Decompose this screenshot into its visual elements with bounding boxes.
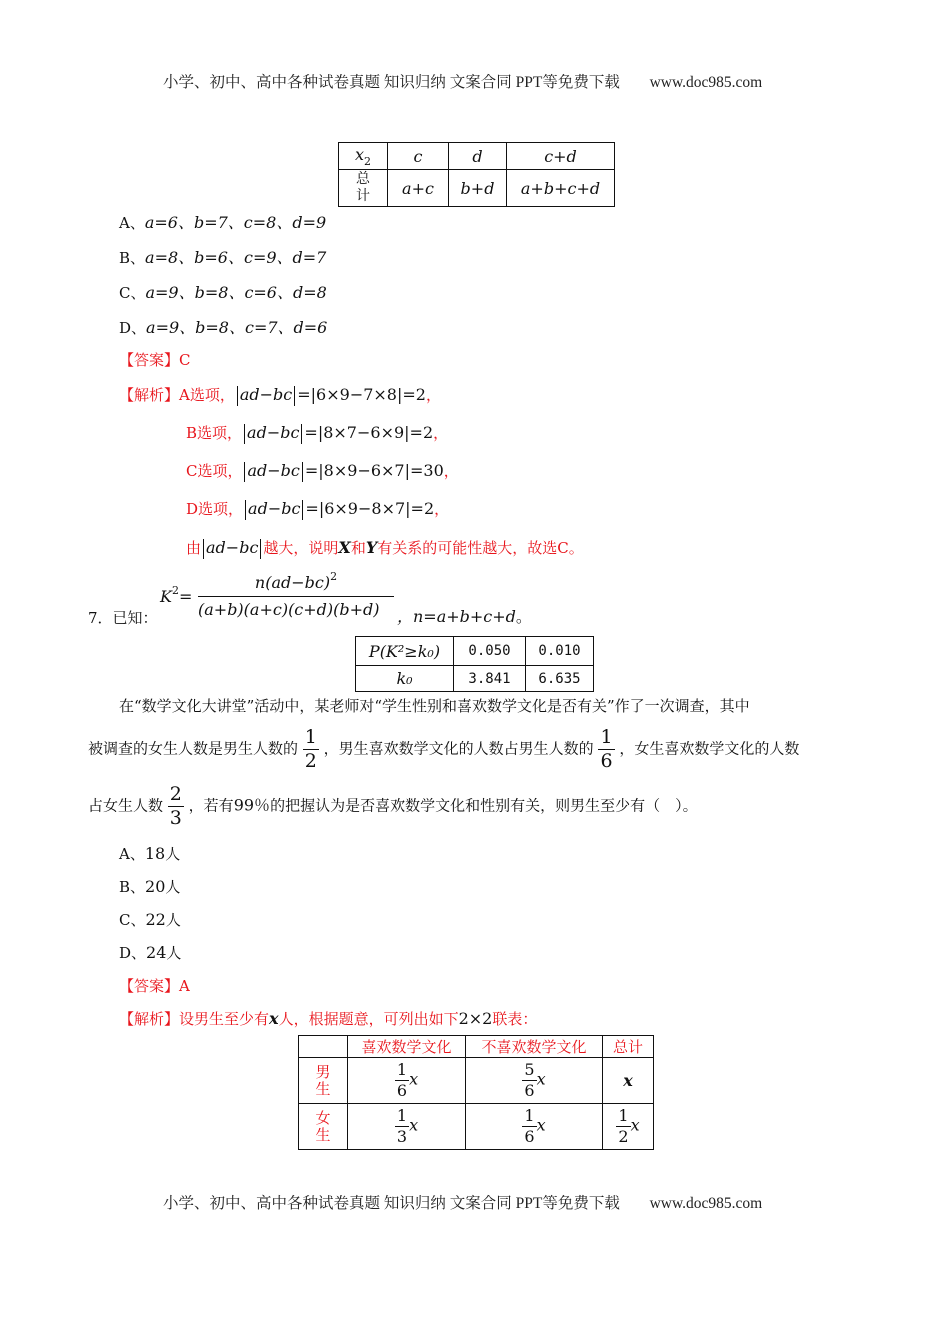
q7-formula-numerator: $n(ad-bc)^2$ <box>254 570 338 592</box>
corner-cell <box>299 1036 348 1058</box>
q6-answer: 【答案】C <box>119 351 191 369</box>
cell-x2: $x_2$ <box>339 143 388 170</box>
cell-c: c <box>388 143 449 170</box>
q7-option-b: B、20人 <box>119 877 181 896</box>
q7-k2: $K^2=$ <box>160 584 193 606</box>
q6-analysis-b: B选项， ad−bc =|8×7−6×9|=2， <box>186 423 449 442</box>
female-like-cell: $\frac{1}{3}$ x <box>348 1104 466 1150</box>
q7-stem-line1: 在“数学文化大讲堂”活动中，某老师对“学生性别和喜欢数学文化是否有关”作了一次调查，其中 <box>119 697 750 715</box>
page-footer <box>163 1191 762 1213</box>
q7-stem-line2: 被调查的女生人数是男生人数的 $\frac{1}{2}$ ，男生喜欢数学文化的人数占男生人数的 $\frac{1}{6}$ ，女生喜欢数学文化的人数 <box>88 726 800 772</box>
q6-analysis-a: 【解析】A选项， ad−bc =|6×9−7×8|=2， <box>119 385 441 404</box>
q7-stem-line3: 占女生人数 $\frac{2}{3}$ ，若有99％的把握认为是否喜欢数学文化和性别有关，则男生至少有（ ）。 <box>88 783 698 829</box>
q7-answer: 【答案】A <box>119 977 190 995</box>
header-dislike: 不喜欢数学文化 <box>466 1036 603 1058</box>
q6-option-c: C、a=9、b=8、c=6、d=8 <box>119 283 327 302</box>
p-value-2: 0.010 <box>526 637 594 666</box>
q6-option-b: B、a=8、b=6、c=9、d=7 <box>119 248 327 267</box>
footer-url: www.doc985.com <box>649 1195 763 1212</box>
q7-option-a: A、18人 <box>119 844 181 863</box>
q6-option-a: A、a=6、b=7、c=8、d=9 <box>119 213 327 232</box>
header-like: 喜欢数学文化 <box>348 1036 466 1058</box>
female-total-cell: $\frac{1}{2}$ x <box>603 1104 654 1150</box>
p-value-1: 0.050 <box>454 637 526 666</box>
critical-value-table <box>355 636 594 692</box>
q7-option-c: C、22人 <box>119 910 181 929</box>
male-like-cell: $\frac{1}{6}$ x <box>348 1058 466 1104</box>
female-dislike-cell: $\frac{1}{6}$ x <box>466 1104 603 1150</box>
male-dislike-cell: $\frac{5}{6}$ x <box>466 1058 603 1104</box>
header-text: 小学、初中、高中各种试卷真题 知识归纳 文案合同 PPT等免费下载 <box>163 74 620 91</box>
contingency-table-continued <box>338 142 615 207</box>
q7-formula-denominator: (a+b)(a+c)(c+d)(b+d) <box>198 600 380 619</box>
gender-culture-table <box>298 1035 654 1150</box>
q7-option-d: D、24人 <box>119 943 182 962</box>
frac-two-thirds: $\frac{2}{3}$ <box>169 783 182 829</box>
q6-conclusion: 由 ad−bc 越大，说明X和Y有关系的可能性越大，故选C。 <box>186 538 584 557</box>
cell-a-plus-c: a+c <box>388 170 449 207</box>
k-value-1: 3.841 <box>454 666 526 692</box>
k-label: k₀ <box>356 666 454 692</box>
q7-analysis: 【解析】设男生至少有x人，根据题意，可列出如下2×2联表： <box>119 1009 538 1028</box>
cell-b-plus-d: b+d <box>449 170 507 207</box>
header-url: www.doc985.com <box>649 74 763 91</box>
frac-one-half: $\frac{1}{2}$ <box>304 726 317 772</box>
cell-d: d <box>449 143 507 170</box>
row-label-male: 男 生 <box>299 1058 348 1104</box>
cell-total-label: 总 计 <box>339 170 388 207</box>
cell-sum-all: a+b+c+d <box>507 170 615 207</box>
q7-n-def: ，n=a+b+c+d。 <box>397 607 532 626</box>
header-total: 总计 <box>603 1036 654 1058</box>
male-total-cell: x <box>603 1058 654 1104</box>
cell-c-plus-d: c+d <box>507 143 615 170</box>
k-value-2: 6.635 <box>526 666 594 692</box>
page-header <box>163 70 762 92</box>
p-label: P(K²≥k₀) <box>356 637 454 666</box>
q6-analysis-c: C选项， ad−bc =|8×9−6×7|=30， <box>186 461 459 480</box>
q7-formula-bar <box>198 596 394 597</box>
row-label-female: 女 生 <box>299 1104 348 1150</box>
footer-text: 小学、初中、高中各种试卷真题 知识归纳 文案合同 PPT等免费下载 <box>163 1195 620 1212</box>
q6-option-d: D、a=9、b=8、c=7、d=6 <box>119 318 328 337</box>
q6-analysis-d: D选项， ad−bc =|6×9−8×7|=2， <box>186 499 450 518</box>
frac-one-sixth: $\frac{1}{6}$ <box>600 726 613 772</box>
q7-number: 7．已知： <box>88 609 158 627</box>
